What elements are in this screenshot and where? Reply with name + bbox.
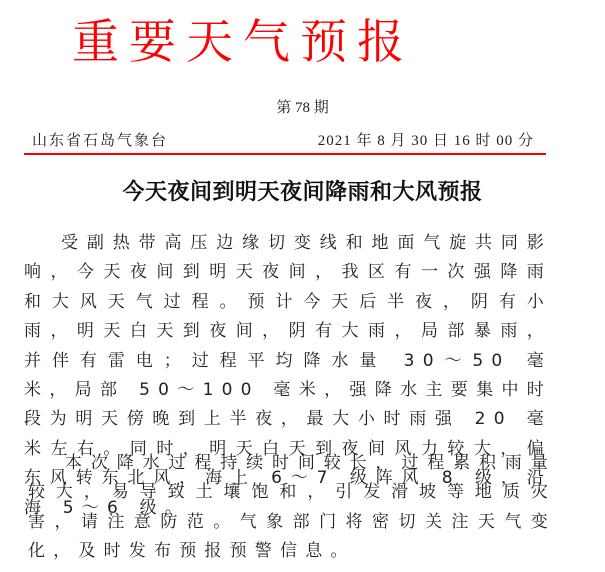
issue-number: 第 78 期 bbox=[276, 100, 329, 116]
issue-datetime: 2021 年 8 月 30 日 16 时 00 分 bbox=[317, 133, 534, 149]
body-paragraph-advisory: 本次降水过程持续时间较长，过程累积雨量较大，易导致土壤饱和，引发滑坡等地质灾害，请注意防范。气象部门将密切关注天气变化，及时发布预报预警信息。 bbox=[28, 453, 556, 562]
issuer-name: 山东省石岛气象台 bbox=[32, 133, 169, 149]
body-paragraph-forecast: 受副热带高压边缘切变线和地面气旋共同影响，今天夜间到明天夜间，我区有一次强降雨和大风天气过程。预计今天后半夜，阴有小雨，明天白天到夜间，阴有大雨，局部暴雨，并伴有雷电；过程平均降水量 30～50 毫米，局部 50～100 毫米，强降水主要集中时段为明天傍晚到上半夜，最大小时雨强 20 毫米左右。同时，明天白天到夜间风力较大，偏东风转东北风，海上 6～7 级阵风 8 级，沿海 5～6 级。 bbox=[24, 233, 552, 518]
issuer-row bbox=[24, 131, 546, 153]
headline: 今天夜间到明天夜间降雨和大风预报 bbox=[122, 179, 483, 205]
red-divider-rule bbox=[24, 153, 546, 155]
masthead-title: 重要天气预报 bbox=[72, 15, 414, 70]
